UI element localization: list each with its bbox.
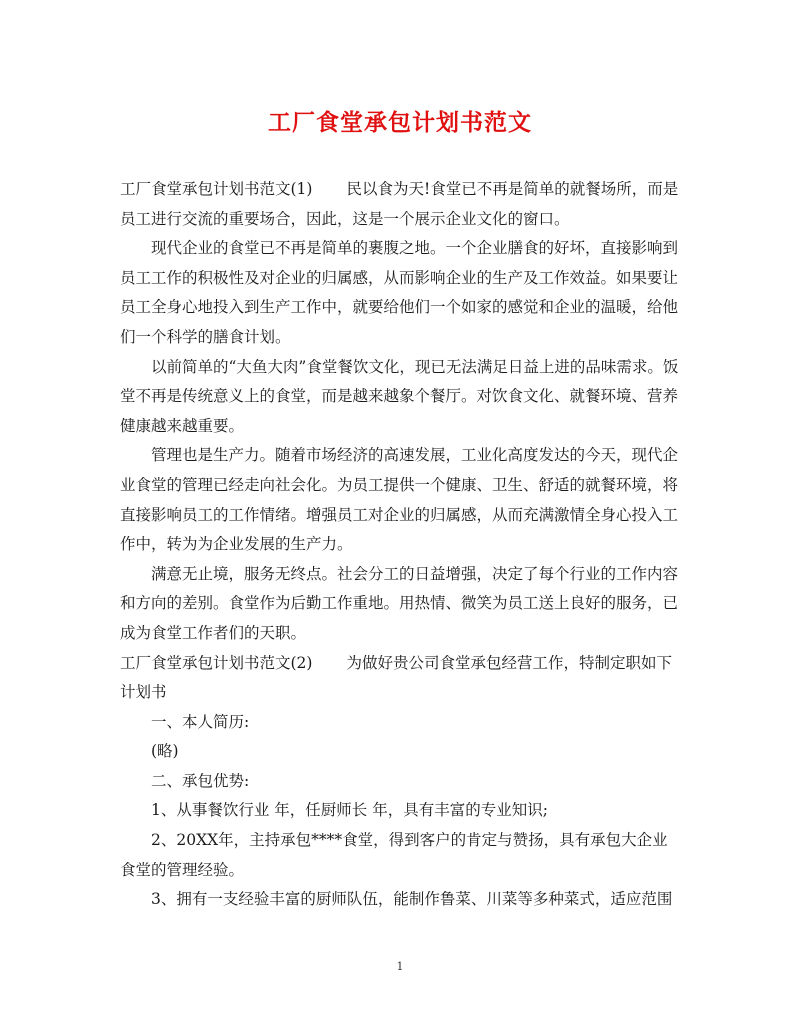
- paragraph: 管理也是生产力。随着市场经济的高速发展，工业化高度发达的今天，现代企业食堂的管理已经走向社会化。为员工提供一个健康、卫生、舒适的就餐环境，将直接影响员工的工作情绪。增强员工对企业的归属感，从而充满激情全身心投入工作中，转为为企业发展的生产力。: [120, 446, 679, 554]
- list-item: 2、20XX年，主持承包****食堂，得到客户的肯定与赞扬，具有承包大企业食堂的管理经验。: [120, 831, 668, 879]
- list-item: 3、拥有一支经验丰富的厨师队伍，能制作鲁菜、川菜等多种菜式，适应范围: [151, 890, 673, 909]
- list-item: 1、从事餐饮行业 年，任厨师长 年，具有丰富的专业知识;: [151, 801, 548, 820]
- section-1-heading: 工厂食堂承包计划书范文(1): [120, 180, 313, 198]
- paragraph: 满意无止境，服务无终点。社会分工的日益增强，决定了每个行业的工作内容和方向的差别。食堂作为后勤工作重地。用热情、微笑为员工送上良好的服务，已成为食堂工作者们的天职。: [120, 564, 679, 642]
- paragraph-text: 民以食为天!食堂已不再是简单的就餐场所，而是员工进行交流的重要场合，因此，这是一个展示企业文化的窗口。: [120, 180, 679, 228]
- section-2-paragraph: [120, 649, 680, 708]
- page-number: 1: [396, 960, 404, 973]
- document-title: 工厂食堂承包计划书范文: [268, 109, 532, 136]
- document-body: [120, 175, 680, 915]
- section-1-paragraph: [120, 175, 680, 234]
- section-2-heading: 工厂食堂承包计划书范文(2): [120, 653, 313, 672]
- paragraph-text: 为做好贵公司食堂承包经营工作，特制定职如下计划书: [120, 653, 672, 702]
- list-heading: 二、承包优势:: [151, 771, 250, 790]
- paragraph: 以前简单的“大鱼大肉”食堂餐饮文化，现已无法满足日益上进的品味需求。饭堂不再是传统意义上的食堂，而是越来越象个餐厅。对饮食文化、就餐环境、营养健康越来越重要。: [120, 357, 679, 435]
- paragraph: (略): [151, 742, 179, 761]
- list-heading: 一、本人简历:: [151, 712, 250, 731]
- paragraph: 现代企业的食堂已不再是简单的裹腹之地。一个企业膳食的好坏，直接影响到员工工作的积极性及对企业的归属感，从而影响企业的生产及工作效益。如果要让员工全身心地投入到生产工作中，就要给他们一个如家的感觉和企业的温暖，给他们一个科学的膳食计划。: [120, 239, 679, 346]
